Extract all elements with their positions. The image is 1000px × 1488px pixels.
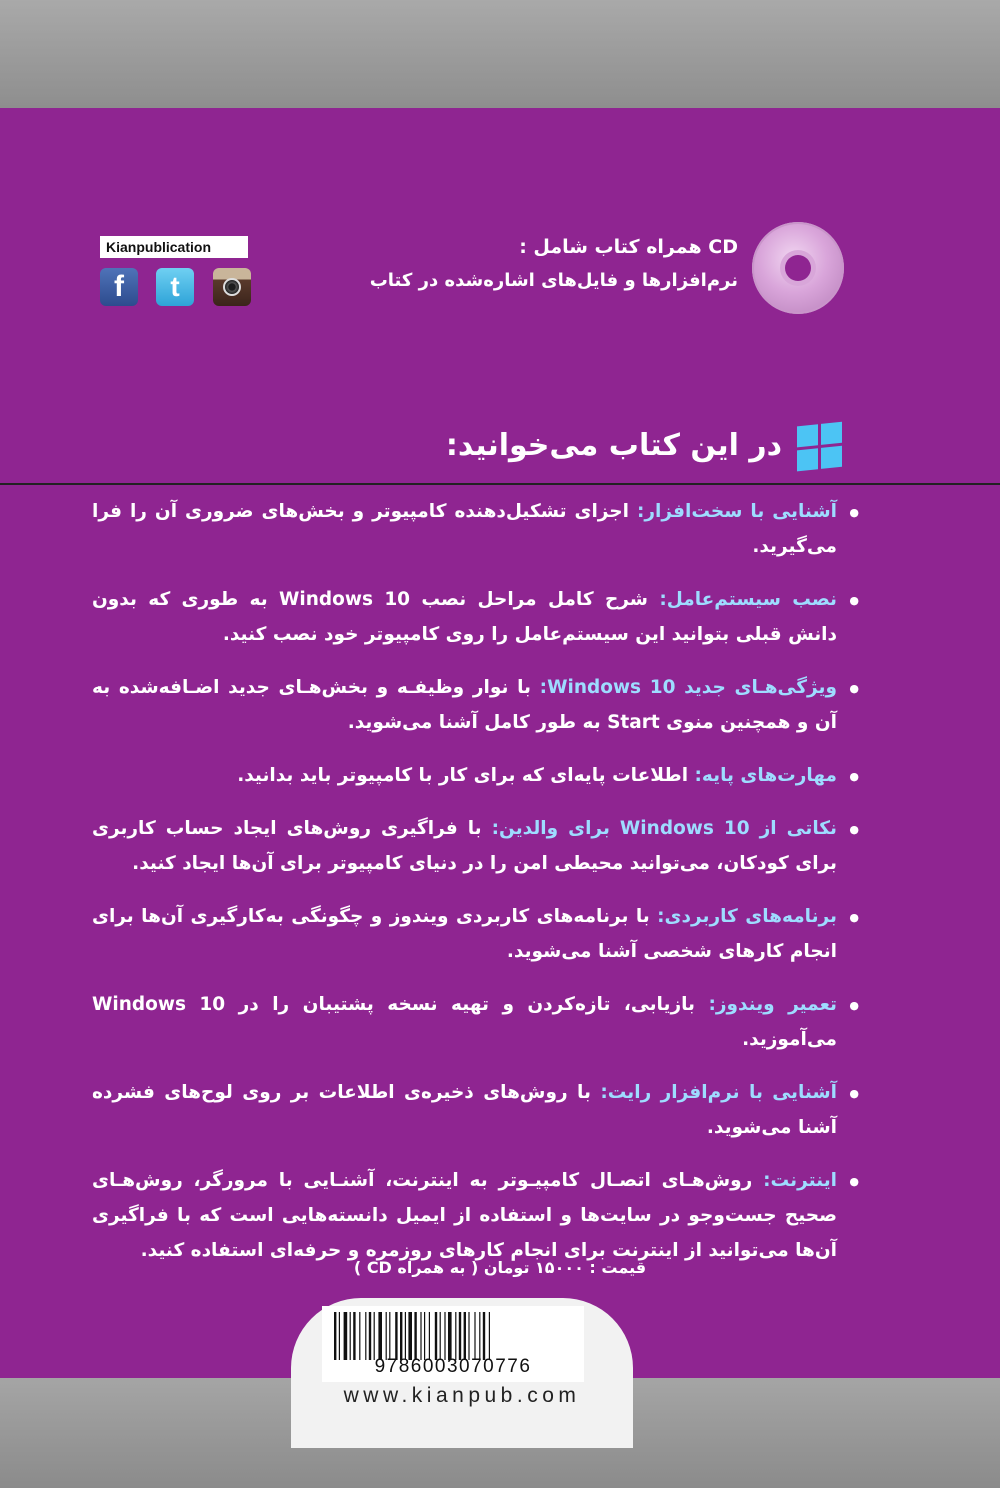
barcode-bar <box>365 1312 366 1360</box>
barcode-bar <box>386 1312 387 1360</box>
feature-list <box>92 494 855 1286</box>
item-text: با برنامه‌های کاربردی ویندوز و چگونگی به‌کارگیری آن‌ها برای انجام کارهای شخصی آشنا می‌شوید. <box>92 906 837 962</box>
barcode-bar <box>334 1312 336 1360</box>
twitter-icon[interactable]: t <box>156 268 194 306</box>
item-text: شرح کامل مراحل نصب Windows 10 به طوری که بدون دانش قبلی بتوانید این سیستم‌عامل را روی کامپیوتر خود نصب کنید. <box>92 589 837 645</box>
barcode-bar <box>353 1312 355 1360</box>
item-highlight: آشنایی با سخت‌افزار: <box>636 501 837 522</box>
barcode-bar <box>479 1312 480 1360</box>
barcode-bar <box>400 1312 402 1360</box>
barcode-bar <box>378 1312 382 1360</box>
list-item <box>92 1075 855 1145</box>
item-highlight: نصب سیستم‌عامل: <box>659 589 837 610</box>
barcode-bar <box>448 1312 452 1360</box>
instagram-lens <box>223 278 241 296</box>
barcode-bar <box>455 1312 456 1360</box>
item-highlight: نکاتی از Windows 10 برای والدین: <box>491 818 837 839</box>
barcode <box>322 1306 584 1382</box>
publisher-name: Kianpublication <box>100 236 248 258</box>
barcode-bar <box>489 1312 490 1360</box>
item-text: اجزای تشکیل‌دهنده کامپیوتر و بخش‌های ضروری آن را فرا می‌گیرید. <box>92 501 837 557</box>
list-item <box>92 670 855 740</box>
barcode-bar <box>405 1312 406 1360</box>
barcode-bar <box>459 1312 461 1360</box>
barcode-bar <box>389 1312 390 1360</box>
cd-title: CD همراه کتاب شامل : <box>519 236 738 258</box>
item-highlight: برنامه‌های کاربردی: <box>657 906 837 927</box>
facebook-icon[interactable]: f <box>100 268 138 306</box>
barcode-bar <box>429 1312 430 1360</box>
list-item <box>92 582 855 652</box>
cd-description: نرم‌افزارها و فایل‌های اشاره‌شده در کتاب <box>369 270 738 291</box>
top-gray-band <box>0 0 1000 108</box>
item-highlight: آشنایی با نرم‌افزار رایت: <box>600 1082 837 1103</box>
item-highlight: ویژگی‌هـای جدید Windows 10: <box>539 677 837 698</box>
website-link[interactable]: www.kianpub.com <box>343 1384 581 1407</box>
item-text: بازیابی، تازه‌کردن و تهیه نسخه پشتیبان را در Windows 10 می‌آموزید. <box>92 994 837 1050</box>
barcode-bar <box>414 1312 416 1360</box>
barcode-bar <box>468 1312 469 1360</box>
item-text: روش‌هـای اتصـال کامپیـوتر به اینترنت، آشنـایی با مرورگر، روش‌هـای صحیح جست‌وجو در سایت‌ها و استفاده از ایمیل دانسته‌هایی است که با فراگیری آن‌ها می‌توانید از اینترنت برای انجام کارهای روزمره و حرفه‌ای استفاده کنید. <box>92 1170 837 1261</box>
barcode-number: 9786003070776 <box>374 1356 532 1377</box>
heading-divider <box>0 483 1000 485</box>
list-item <box>92 811 855 881</box>
barcode-bar <box>374 1312 375 1360</box>
cd-disc-icon <box>752 222 844 314</box>
barcode-bar <box>369 1312 371 1360</box>
price-label: قیمت : ۱۵۰۰۰ تومان ( به همراه CD ) <box>353 1258 647 1277</box>
item-highlight: اینترنت: <box>763 1170 837 1191</box>
barcode-bar <box>395 1312 397 1360</box>
barcode-bar <box>344 1312 348 1360</box>
barcode-bar <box>339 1312 340 1360</box>
list-item <box>92 494 855 564</box>
list-item <box>92 899 855 969</box>
section-heading: در این کتاب می‌خوانید: <box>445 428 782 463</box>
item-text: با فراگیری روش‌های ایجاد حساب کاربری برای کودکان، می‌توانید محیطی امن را در دنیای کامپیوتر برای آن‌ها ایجاد کنید. <box>92 818 837 874</box>
barcode-bar <box>440 1312 441 1360</box>
item-text: اطلاعات پایه‌ای که برای کار با کامپیوتر باید بدانید. <box>237 765 695 786</box>
item-text: با روش‌های ذخیره‌ی اطلاعات بر روی لوح‌های فشرده آشنا می‌شوید. <box>92 1082 837 1138</box>
barcode-bar <box>359 1312 360 1360</box>
barcode-bar <box>408 1312 412 1360</box>
barcode-bar <box>474 1312 475 1360</box>
barcode-bar <box>483 1312 485 1360</box>
barcode-bar <box>444 1312 445 1360</box>
item-highlight: مهارت‌های پایه: <box>694 765 837 786</box>
barcode-bar <box>464 1312 466 1360</box>
item-text: با نوار وظیفـه و بخش‌هـای جدید اضـافه‌شده به آن و همچنین منوی Start به طور کامل آشنا می‌شوید. <box>92 677 837 733</box>
list-item <box>92 1163 855 1268</box>
windows-logo-icon <box>797 422 843 473</box>
list-item <box>92 758 855 793</box>
list-item <box>92 987 855 1057</box>
item-highlight: تعمیر ویندوز: <box>708 994 837 1015</box>
barcode-bars-icon <box>334 1312 570 1360</box>
barcode-bar <box>420 1312 421 1360</box>
instagram-icon[interactable] <box>213 268 251 306</box>
barcode-bar <box>350 1312 351 1360</box>
barcode-bar <box>424 1312 425 1360</box>
barcode-bar <box>435 1312 437 1360</box>
